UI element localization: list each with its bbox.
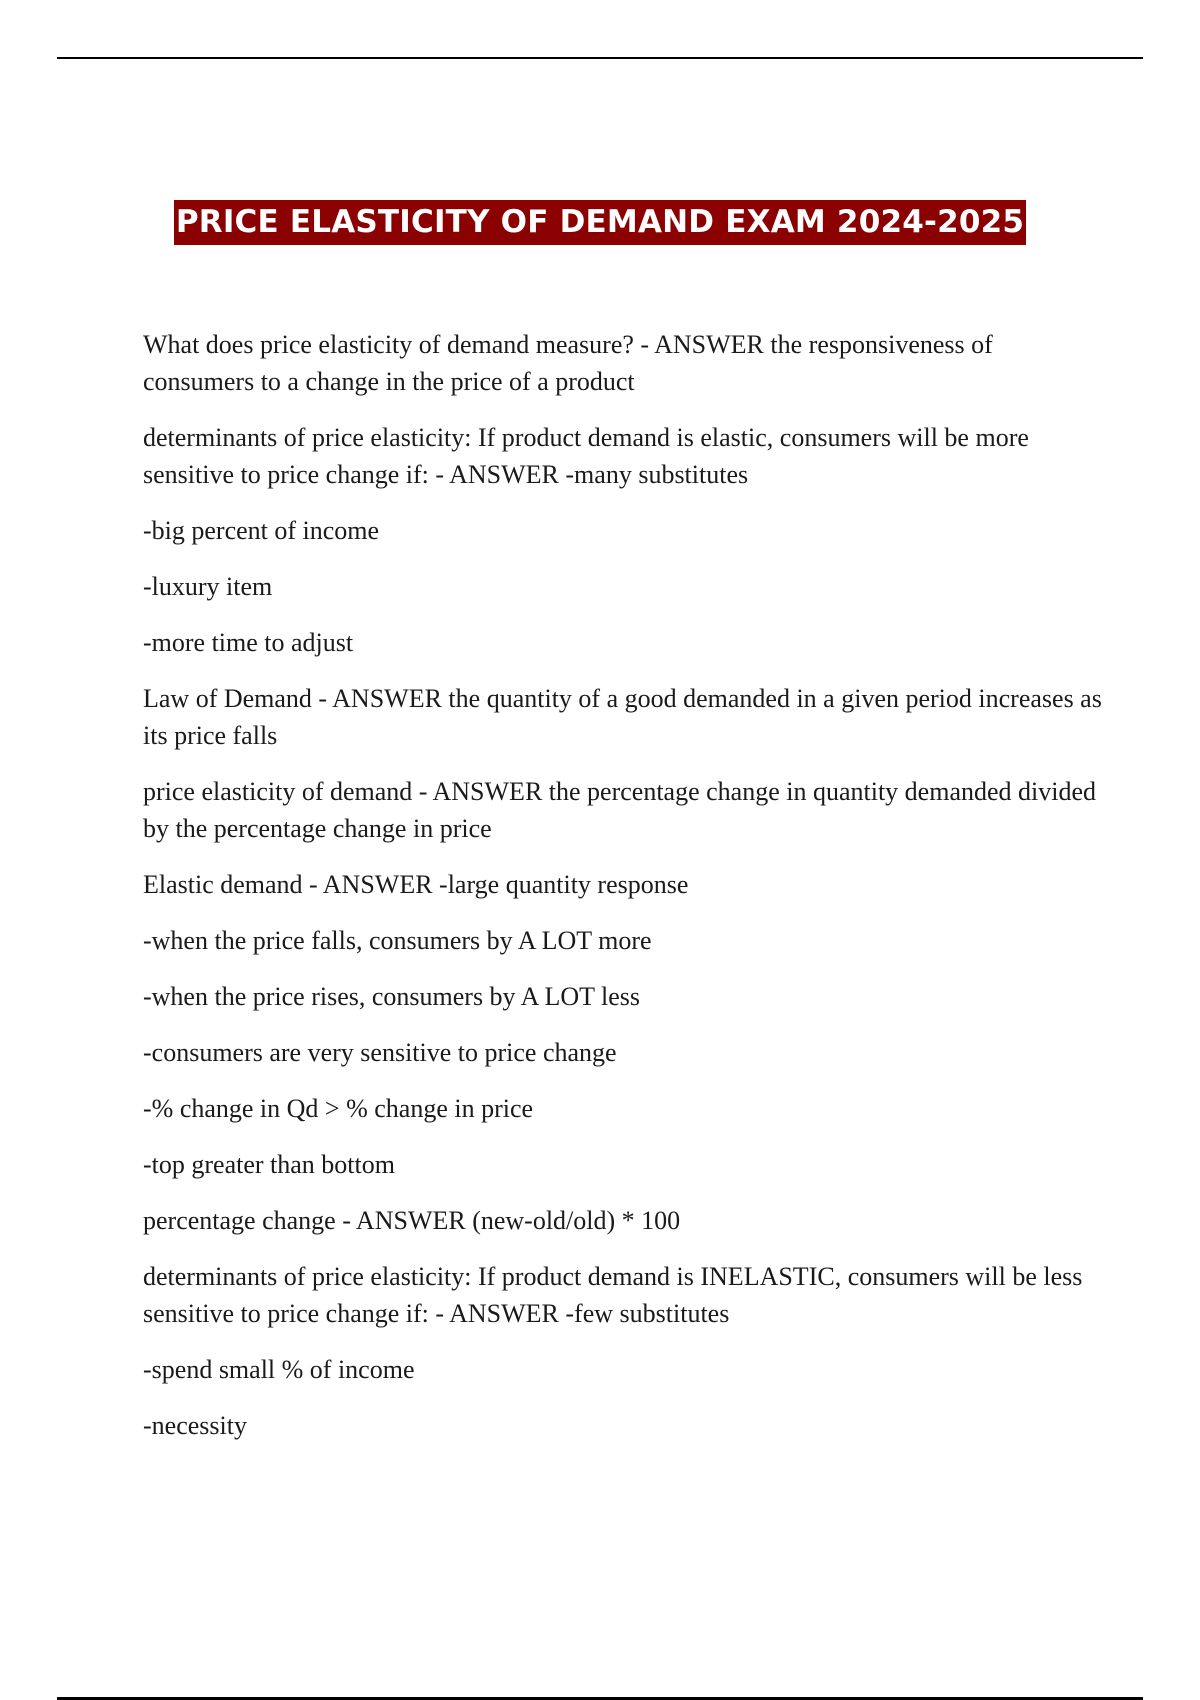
paragraph-4: -luxury item — [143, 572, 273, 601]
paragraph-6: Law of Demand - ANSWER the quantity of a good demanded in a given period increases as its price falls — [143, 684, 1102, 750]
title-container — [0, 200, 1200, 245]
paragraph-5: -more time to adjust — [143, 628, 354, 657]
top-rule — [57, 57, 1143, 59]
paragraph-1: What does price elasticity of demand measure? - ANSWER the responsiveness of consumers to a change in the price of a product — [143, 330, 993, 396]
paragraph-10: -when the price rises, consumers by A LOT less — [143, 982, 641, 1011]
paragraph-13: -top greater than bottom — [143, 1150, 395, 1179]
paragraph-8: Elastic demand - ANSWER -large quantity response — [143, 870, 689, 899]
paragraph-9: -when the price falls, consumers by A LOT more — [143, 926, 652, 955]
document-body — [143, 326, 1103, 1463]
paragraph-11: -consumers are very sensitive to price change — [143, 1038, 617, 1067]
paragraph-12: -% change in Qd > % change in price — [143, 1094, 534, 1123]
paragraph-3: -big percent of income — [143, 516, 380, 545]
paragraph-15: determinants of price elasticity: If product demand is INELASTIC, consumers will be less sensitive to price change if: - ANSWER -few substitutes — [143, 1262, 1083, 1328]
paragraph-17: -necessity — [143, 1411, 247, 1440]
paragraph-2: determinants of price elasticity: If product demand is elastic, consumers will be more sensitive to price change if: - ANSWER -many substitutes — [143, 423, 1029, 489]
paragraph-16: -spend small % of income — [143, 1355, 415, 1384]
paragraph-14: percentage change - ANSWER (new-old/old) * 100 — [143, 1206, 681, 1235]
document-title: PRICE ELASTICITY OF DEMAND EXAM 2024-2025 — [174, 200, 1026, 245]
paragraph-7: price elasticity of demand - ANSWER the percentage change in quantity demanded divided by the percentage change in price — [143, 777, 1097, 843]
